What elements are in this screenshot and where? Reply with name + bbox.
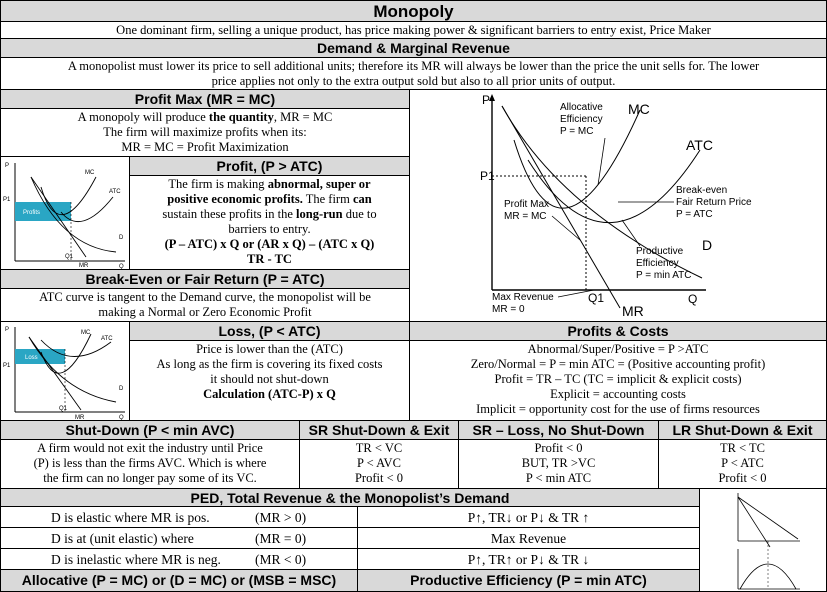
mr-label: MR (75, 415, 85, 421)
profit-graph (0, 156, 130, 270)
be-label-2: Fair Return Price (676, 197, 752, 208)
alloc-arrow (598, 138, 605, 185)
mrev-label-2: MR = 0 (492, 304, 525, 315)
sr-shutdown-header: SR Shut-Down & Exit (299, 420, 459, 440)
mrev-label-1: Max Revenue (492, 292, 554, 303)
atc-label: ATC (109, 189, 121, 195)
ped-graph-svg (700, 489, 827, 592)
p1-label: P1 (3, 197, 11, 203)
ped-row-1-left: D is elastic where MR is pos. (MR > 0) (0, 506, 358, 528)
sr-loss-header: SR – Loss, No Shut-Down (458, 420, 659, 440)
q1-label: Q1 (65, 254, 74, 260)
loss-area (15, 349, 65, 364)
pm-label-2: MR = MC (504, 211, 547, 222)
demand-mr-text: A monopolist must lower its price to sell additional units; therefore its MR will always be lower than the price the unit sells for. The lower price applies not only to the extra output sold but also to all prior units of output. (0, 57, 827, 90)
ped-row-2-right: Max Revenue (357, 527, 700, 549)
shutdown-text: A firm would not exit the industry until Price (P) is less than the firms AVC. Which is where the firm can no longer pay some of its VC. (0, 439, 300, 489)
loss-graph-svg (1, 322, 130, 421)
mc-label: MC (628, 101, 650, 117)
q1-label: Q1 (588, 291, 605, 305)
profit-max-text: A monopoly will produce the quantity, MR = MC The firm will maximize profits when its: MR = MC = Profit Maximization (0, 108, 410, 157)
ped-row-2-left: D is at (unit elastic) where (MR = 0) (0, 527, 358, 549)
demand-mr-header: Demand & Marginal Revenue (0, 38, 827, 58)
subtitle: One dominant firm, selling a unique product, has price making power & significant barriers to entry exist, Price Maker (0, 21, 827, 39)
loss-graph (0, 321, 130, 421)
p-label: P (5, 327, 10, 333)
q-label: Q (119, 415, 124, 421)
profit-header: Profit, (P > ATC) (129, 156, 410, 176)
pm-arrow (552, 216, 580, 240)
page-title: Monopoly (0, 0, 827, 22)
loss-header: Loss, (P < ATC) (129, 321, 410, 341)
p-label: P (5, 163, 10, 169)
shutdown-header: Shut-Down (P < min AVC) (0, 420, 300, 440)
mr-curve (29, 337, 81, 410)
allocative-header: Allocative (P = MC) or (D = MC) or (MSB = MSC) (0, 569, 358, 592)
p1-label: P1 (480, 169, 495, 183)
loss-text: Price is lower than the (ATC) As long as the firm is covering its fixed costs it should not shut-down Calculation (ATC-P) x Q (129, 340, 410, 421)
pe-label-2: Efficiency (636, 258, 679, 269)
ped-header: PED, Total Revenue & the Monopolist’s Demand (0, 488, 700, 507)
pe-arrow (622, 220, 640, 246)
atc-label: ATC (101, 336, 113, 342)
profits-costs-header: Profits & Costs (409, 321, 827, 341)
mr-label: MR (79, 263, 89, 269)
main-graph-svg (410, 90, 827, 322)
alloc-label-1: Allocative (560, 102, 603, 113)
break-even-header: Break-Even or Fair Return (P = ATC) (0, 269, 410, 289)
mr-label: MR (622, 303, 644, 319)
q-label: Q (119, 264, 124, 270)
profit-max-header: Profit Max (MR = MC) (0, 89, 410, 109)
pe-label-3: P = min ATC (636, 270, 692, 281)
productive-header: Productive Efficiency (P = min ATC) (357, 569, 700, 592)
pe-label-1: Productive (636, 246, 684, 257)
main-graph (409, 89, 827, 322)
ped-graph (699, 488, 827, 592)
mc-label: MC (81, 330, 91, 336)
profit-graph-svg (1, 157, 130, 270)
profits-costs-text: Abnormal/Super/Positive = P >ATC Zero/Normal = P = min ATC = (Positive accounting profit) Profit = TR – TC (TC = implicit & explicit costs) Explicit = accounting costs Implicit = opportunity cost for the use of firms resources (409, 340, 827, 421)
ped-mr (738, 497, 770, 547)
demand-curve (29, 337, 116, 402)
d-label: D (119, 386, 124, 392)
break-even-text: ATC curve is tangent to the Demand curve, the monopolist will be making a Normal or Zero Economic Profit (0, 288, 410, 322)
profit-text: The firm is making abnormal, super or positive economic profits. The firm can sustain these profits in the long-run due to barriers to entry. (P – ATC) x Q or (AR x Q) – (ATC x Q) TR - TC (129, 175, 410, 270)
be-label-1: Break-even (676, 185, 728, 196)
lr-shutdown-header: LR Shut-Down & Exit (658, 420, 827, 440)
ped-row-3-left: D is inelastic where MR is neg. (MR < 0) (0, 548, 358, 570)
alloc-label-3: P = MC (560, 126, 594, 137)
be-label-3: P = ATC (676, 209, 713, 220)
atc-label: ATC (686, 137, 713, 153)
profits-label: Profits (23, 210, 41, 216)
ped-demand (738, 497, 798, 539)
sr-shutdown-text: TR < VC P < AVC Profit < 0 (299, 439, 459, 489)
alloc-label-2: Efficiency (560, 114, 603, 125)
loss-label: Loss (25, 355, 38, 361)
p1-label: P1 (3, 363, 11, 369)
pm-label-1: Profit Max (504, 199, 550, 210)
ped-row-1-right: P↑, TR↓ or P↓ & TR ↑ (357, 506, 700, 528)
q1-label: Q1 (59, 406, 68, 412)
lr-shutdown-text: TR < TC P < ATC Profit < 0 (658, 439, 827, 489)
d-label: D (702, 237, 713, 253)
sr-loss-text: Profit < 0 BUT, TR >VC P < min ATC (458, 439, 659, 489)
p-label: P (482, 93, 491, 107)
mc-label: MC (85, 170, 95, 176)
ped-row-3-right: P↑, TR↑ or P↓ & TR ↓ (357, 548, 700, 570)
d-label: D (119, 235, 124, 241)
q-label: Q (688, 292, 698, 306)
